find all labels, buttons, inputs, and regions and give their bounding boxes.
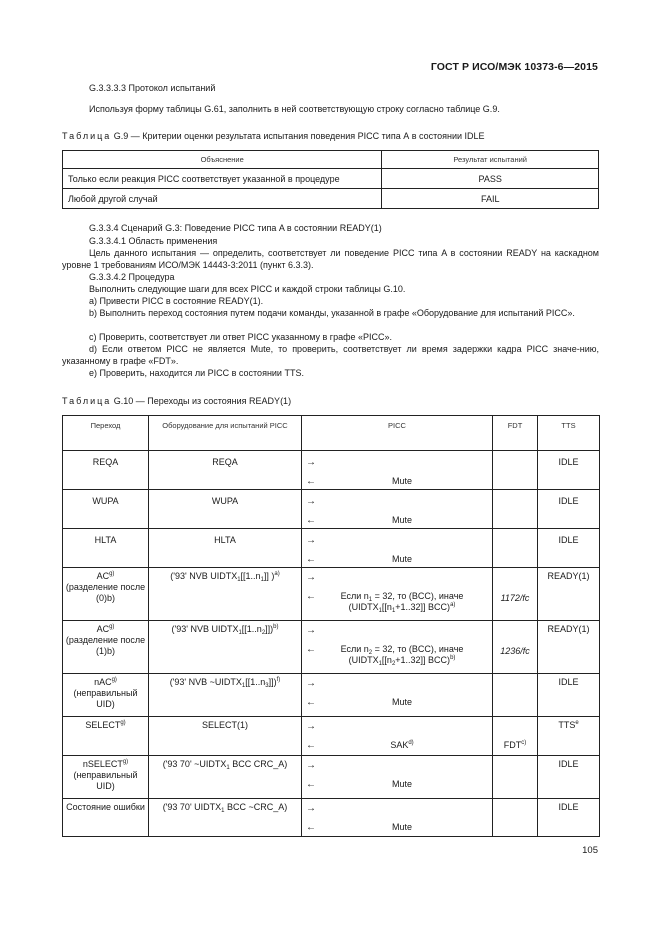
cell-fdt: [493, 529, 538, 568]
cell-fdt: FDT$^{c)}$: [493, 717, 538, 756]
cell-picc: [302, 756, 493, 799]
picc-response: Mute: [391, 515, 412, 525]
cell-fdt: [493, 451, 538, 490]
cell-transition: REQA: [63, 451, 149, 490]
arrow-right-icon: →: [306, 496, 316, 507]
table-g9-caption: [62, 131, 485, 141]
header-result: Результат испытаний: [382, 151, 599, 169]
picc-response: Mute: [391, 779, 412, 789]
cell-result: FAIL: [382, 189, 599, 209]
step-b: b) Выполнить переход состояния путем подачи команды, указанной в графе «Оборудование для испытаний PICC».: [89, 308, 575, 318]
section-g3341-title: G.3.3.4.1 Область применения: [89, 236, 218, 246]
arrow-right-icon: →: [306, 760, 316, 771]
cell-result: PASS: [382, 169, 599, 189]
step-a: a) Привести PICC в состояние READY(1).: [89, 296, 264, 306]
arrow-right-icon: →: [306, 678, 316, 689]
picc-response: Если $n_2 = 32$, то (BCC), иначе ($UIDTX_1[[n_2+1..32]]$ BCC)$^{b)}$: [340, 644, 464, 667]
arrow-right-icon: →: [306, 457, 316, 468]
cell-tts: TTS$^e$: [538, 717, 600, 756]
header-tts: TTS: [538, 416, 600, 451]
page-number: 105: [582, 845, 598, 856]
step-e: e) Проверить, находится ли PICC в состоянии TTS.: [89, 368, 304, 378]
section-g3333-text: Используя форму таблицы G.61, заполнить в ней соответствующую строку согласно таблице G.9.: [89, 104, 500, 114]
table-g10: [62, 415, 600, 837]
arrow-left-icon: ←: [306, 740, 316, 751]
arrow-left-icon: ←: [306, 515, 316, 526]
cell-transition: AC$^{g)}$ (разделение после (1)b): [63, 621, 149, 674]
arrow-right-icon: →: [306, 721, 316, 732]
table-g9-caption-label: Таблица: [62, 131, 112, 141]
cell-tts: IDLE: [538, 799, 600, 837]
table-row: [63, 674, 600, 717]
table-row: [63, 717, 600, 756]
cell-fdt: [493, 799, 538, 837]
table-g10-caption-label: Таблица: [62, 396, 112, 406]
picc-response: Mute: [391, 697, 412, 707]
arrow-left-icon: ←: [306, 644, 316, 655]
cell-transition: WUPA: [63, 490, 149, 529]
cell-fdt: [493, 490, 538, 529]
table-row: [63, 621, 600, 674]
cell-picc: [302, 717, 493, 756]
arrow-left-icon: ←: [306, 697, 316, 708]
cell-transition: nSELECT$^{g)}$ (неправильный UID): [63, 756, 149, 799]
table-row: [63, 451, 600, 490]
cell-equipment: WUPA: [149, 490, 302, 529]
table-row: [63, 568, 600, 621]
step-c: c) Проверить, соответствует ли ответ PICC указанному в графе «PICC».: [89, 332, 393, 342]
cell-transition: SELECT$^{g)}$: [63, 717, 149, 756]
cell-fdt: 1172/fc: [493, 568, 538, 621]
cell-equipment: ('93' NVB $UIDTX_1[[1..n_1]]$ )$^{a)}$: [149, 568, 302, 621]
header-explanation: Объяснение: [63, 151, 382, 169]
cell-tts: IDLE: [538, 451, 600, 490]
cell-equipment: REQA: [149, 451, 302, 490]
header-picc: PICC: [302, 416, 493, 451]
cell-picc: [302, 674, 493, 717]
cell-tts: IDLE: [538, 756, 600, 799]
cell-transition: AC$^{g)}$ (разделение после (0)b): [63, 568, 149, 621]
table-row: [63, 799, 600, 837]
picc-response: Mute: [391, 554, 412, 564]
section-g3342-title: G.3.3.4.2 Процедура: [89, 272, 175, 282]
cell-equipment: HLTA: [149, 529, 302, 568]
arrow-right-icon: →: [306, 625, 316, 636]
step-d: d) Если ответом PICC не является Mute, то проверить, соответствует ли время задержки кадра PICC значе-нию, указанному в графе «FDT».: [62, 344, 599, 366]
cell-equipment: ('93 70' $UIDTX_1$ BCC ~CRC_A): [149, 799, 302, 837]
cell-fdt: 1236/fc: [493, 621, 538, 674]
arrow-left-icon: ←: [306, 591, 316, 602]
cell-picc: [302, 621, 493, 674]
table-row: [63, 490, 600, 529]
cell-transition: nAC$^{g)}$ (неправильный UID): [63, 674, 149, 717]
header-transition: Переход: [63, 416, 149, 451]
cell-equipment: ('93 70' $\sim UIDTX_1$ BCC CRC_A): [149, 756, 302, 799]
arrow-left-icon: ←: [306, 822, 316, 833]
cell-tts: READY(1): [538, 621, 600, 674]
cell-equipment: ('93' NVB $\sim UIDTX_1[[1..n_3]])^{f)}$: [149, 674, 302, 717]
cell-explanation: Любой другой случай: [63, 189, 382, 209]
section-g3333-title: G.3.3.3.3 Протокол испытаний: [89, 83, 216, 93]
arrow-left-icon: ←: [306, 554, 316, 565]
arrow-left-icon: ←: [306, 779, 316, 790]
cell-picc: [302, 490, 493, 529]
picc-response: Если $n_1 = 32$, то (BCC), иначе ($UIDTX_1[[n_1+1..32]]$ BCC)$^{a)}$: [340, 591, 464, 614]
header-fdt: FDT: [493, 416, 538, 451]
cell-picc: [302, 451, 493, 490]
arrow-right-icon: →: [306, 572, 316, 583]
section-g3341-text: Цель данного испытания — определить, соответствует ли поведение PICC типа A в состоянии READY на каскадном уровне 1 требованиям ИСО/МЭК 14443-3:2011 (пункт 6.3.3).: [62, 248, 599, 270]
cell-transition: Состояние ошибки: [63, 799, 149, 837]
cell-picc: [302, 568, 493, 621]
table-row: [63, 189, 599, 209]
table-row: [63, 169, 599, 189]
cell-picc: [302, 529, 493, 568]
table-g10-caption: [62, 396, 291, 406]
arrow-left-icon: ←: [306, 476, 316, 487]
cell-tts: IDLE: [538, 490, 600, 529]
cell-equipment: SELECT(1): [149, 717, 302, 756]
cell-tts: IDLE: [538, 529, 600, 568]
arrow-right-icon: →: [306, 535, 316, 546]
cell-equipment: ('93' NVB $UIDTX_1[[1..n_2]])^{b)}$: [149, 621, 302, 674]
cell-tts: READY(1): [538, 568, 600, 621]
section-g3342-intro: Выполнить следующие шаги для всех PICC и каждой строки таблицы G.10.: [89, 284, 406, 294]
cell-transition: HLTA: [63, 529, 149, 568]
cell-tts: IDLE: [538, 674, 600, 717]
cell-explanation: Только если реакция PICC соответствует указанной в процедуре: [63, 169, 382, 189]
table-g9: [62, 150, 599, 209]
table-g10-caption-text: G.10 — Переходы из состояния READY(1): [111, 396, 292, 406]
table-row: [63, 756, 600, 799]
picc-response: Mute: [391, 822, 412, 832]
header-equipment: Оборудование для испытаний PICC: [149, 416, 302, 451]
table-header-row: [63, 151, 599, 169]
cell-fdt: [493, 756, 538, 799]
document-header: ГОСТ Р ИСО/МЭК 10373-6—2015: [430, 61, 598, 73]
picc-response: SAK$^{d)}$: [390, 740, 414, 750]
section-g334-title: G.3.3.4 Сценарий G.3: Поведение PICC типа A в состоянии READY(1): [89, 223, 382, 233]
table-header-row: [63, 416, 600, 451]
table-row: [63, 529, 600, 568]
cell-picc: [302, 799, 493, 837]
table-g9-caption-text: G.9 — Критерии оценки результата испытания поведения PICC типа А в состоянии IDLE: [111, 131, 485, 141]
arrow-right-icon: →: [306, 803, 316, 814]
cell-fdt: [493, 674, 538, 717]
picc-response: Mute: [391, 476, 412, 486]
